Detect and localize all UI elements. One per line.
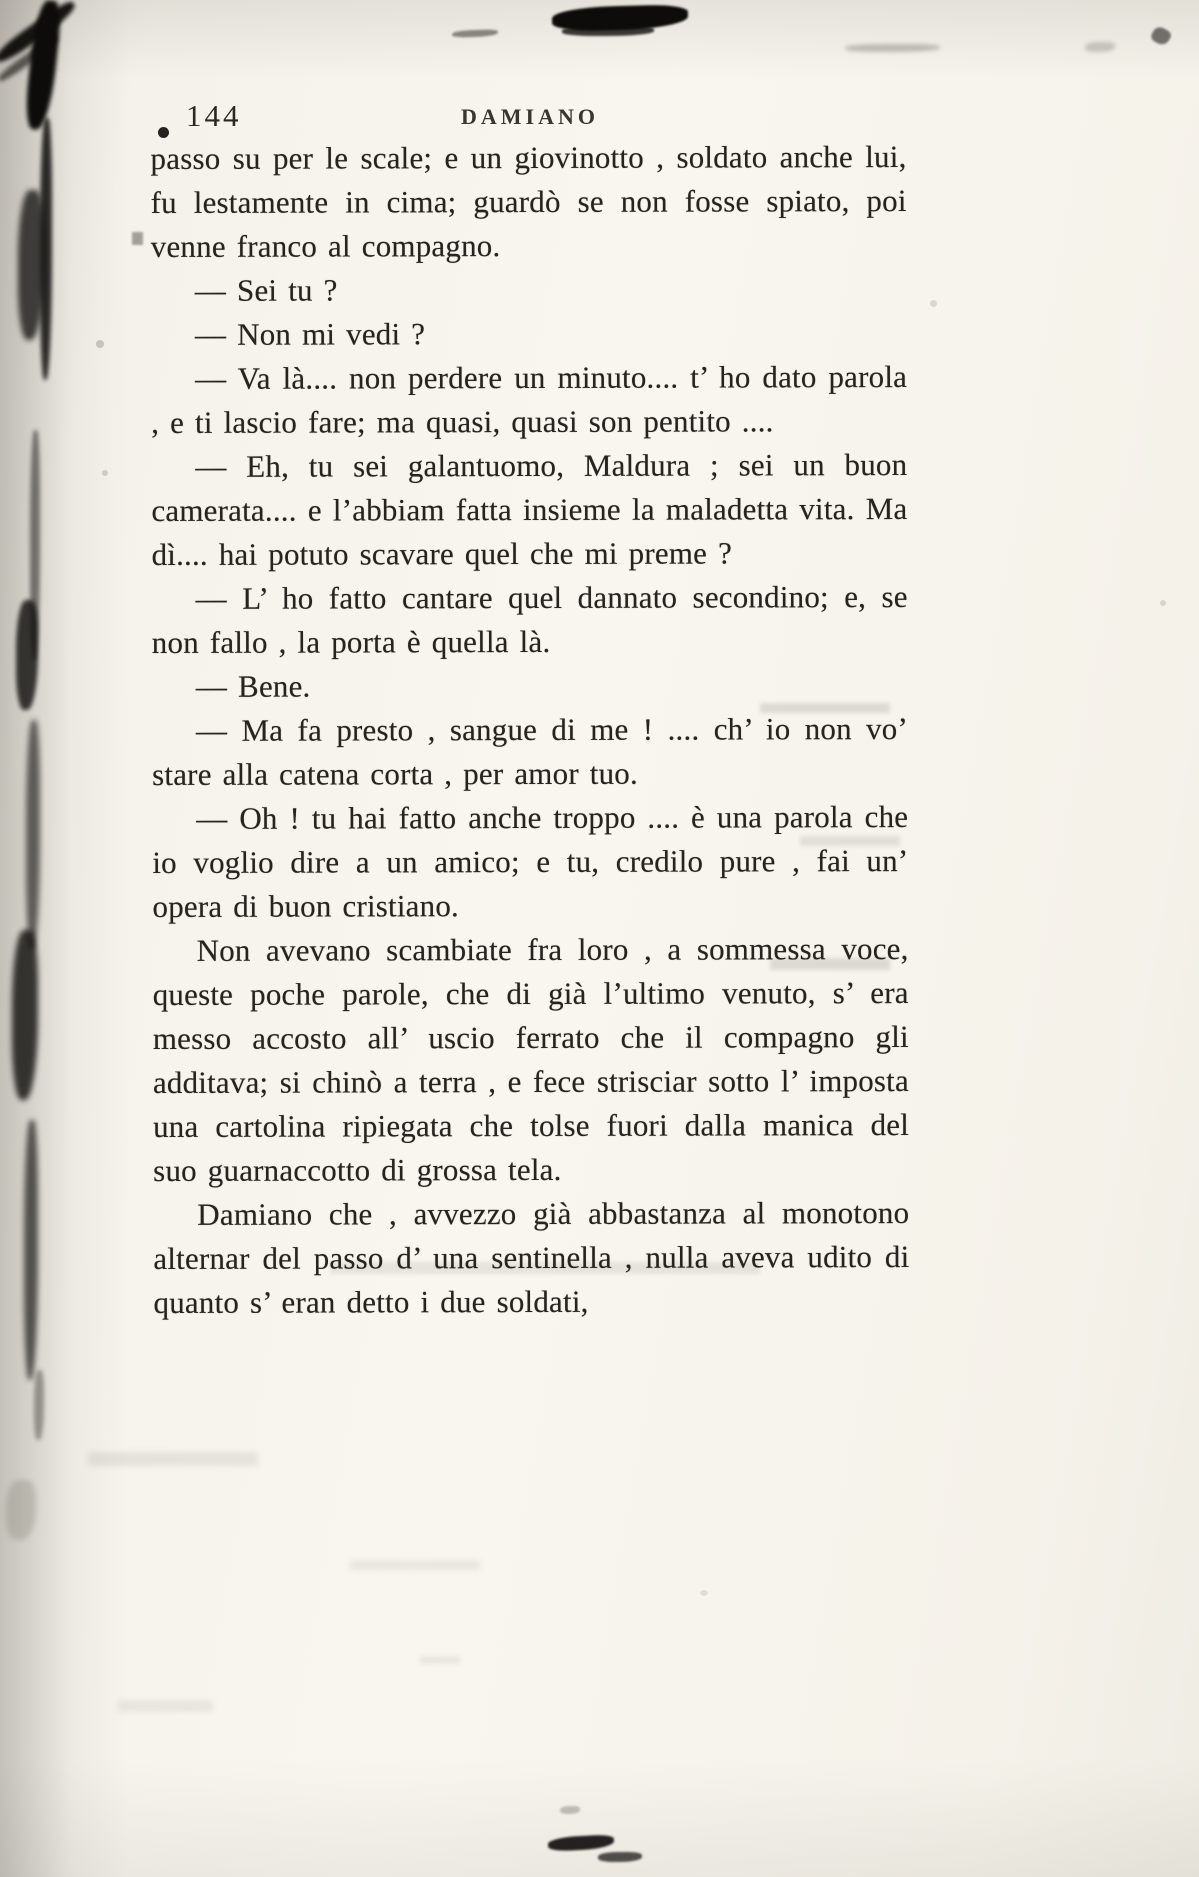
speckle — [102, 470, 108, 476]
paragraph-dialogue: — L’ ho fatto cantare quel dannato secondino; e, se non fallo , la porta è quella là. — [151, 579, 908, 660]
paragraph-dialogue: — Bene. — [195, 668, 311, 704]
page-header — [152, 96, 908, 138]
ink-dot — [132, 232, 143, 245]
print-remnant — [350, 1560, 480, 1570]
speckle — [700, 1590, 708, 1596]
paragraph-dialogue: — Sei tu ? — [194, 272, 338, 308]
print-remnant — [118, 1700, 213, 1712]
speckle — [1160, 600, 1166, 606]
running-header: DAMIANO — [461, 104, 599, 129]
binding-ink-streak — [34, 1370, 44, 1440]
page-number: 144 — [186, 98, 242, 133]
paragraph: Non avevano scambiate fra loro , a sommessa voce, queste poche parole, che di già l’ultimo venuto, s’ era messo accosto all’ uscio ferrato che il compagno gli additava; si chinò a terra , e fece strisciar sotto l’ imposta una cartolina ripiegata che tolse fuori dalla manica del suo guarnaccotto di grossa tela. — [152, 931, 910, 1188]
ink-smudge-bottom — [598, 1852, 642, 1862]
paragraph-dialogue: — Non mi vedi ? — [194, 316, 426, 352]
binding-ink-streak — [12, 930, 38, 1100]
body-text — [150, 135, 909, 1325]
binding-ink-streak — [24, 1120, 38, 1380]
paragraph: Damiano che , avvezzo già abbastanza al monotono alternar del passo d’ una sentinella , nulla aveva udito di quanto s’ eran detto i due soldati, — [153, 1195, 910, 1320]
speckle — [420, 1656, 460, 1664]
speckle — [96, 340, 104, 348]
print-remnant — [88, 1452, 258, 1466]
paragraph-dialogue: — Va là.... non perdere un minuto.... t’ ho dato parola , e ti lascio fare; ma quasi, quasi son pentito .... — [151, 359, 908, 440]
ink-smudge-bottom — [560, 1806, 580, 1814]
binding-ink-streak — [18, 190, 44, 340]
paragraph-dialogue: — Oh ! tu hai fatto anche troppo .... è una parola che io voglio dire a un amico; e tu, credilo pure , fai un’ opera di buon cristiano. — [152, 799, 909, 924]
paragraph-dialogue: — Ma fa presto , sangue di me ! .... ch’ io non vo’ stare alla catena corta , per amor tuo. — [152, 711, 909, 792]
binding-ink-streak — [26, 720, 40, 950]
scan-artifact — [845, 44, 940, 52]
scan-artifact — [1085, 42, 1115, 52]
paragraph-dialogue: — Eh, tu sei galantuomo, Maldura ; sei un buon camerata.... e l’abbiam fatta insieme la maladetta vita. Ma dì.... hai potuto scavare quel che mi preme ? — [151, 447, 908, 572]
binding-ink-streak — [16, 600, 38, 710]
ink-smudge-top — [562, 26, 654, 36]
paragraph: passo su per le scale; e un giovinotto , soldato anche lui, fu lestamente in cima; guardò se non fosse spiato, poi venne franco al compagno. — [150, 139, 907, 264]
speckle — [930, 300, 937, 307]
binding-ink-streak — [6, 1480, 36, 1540]
